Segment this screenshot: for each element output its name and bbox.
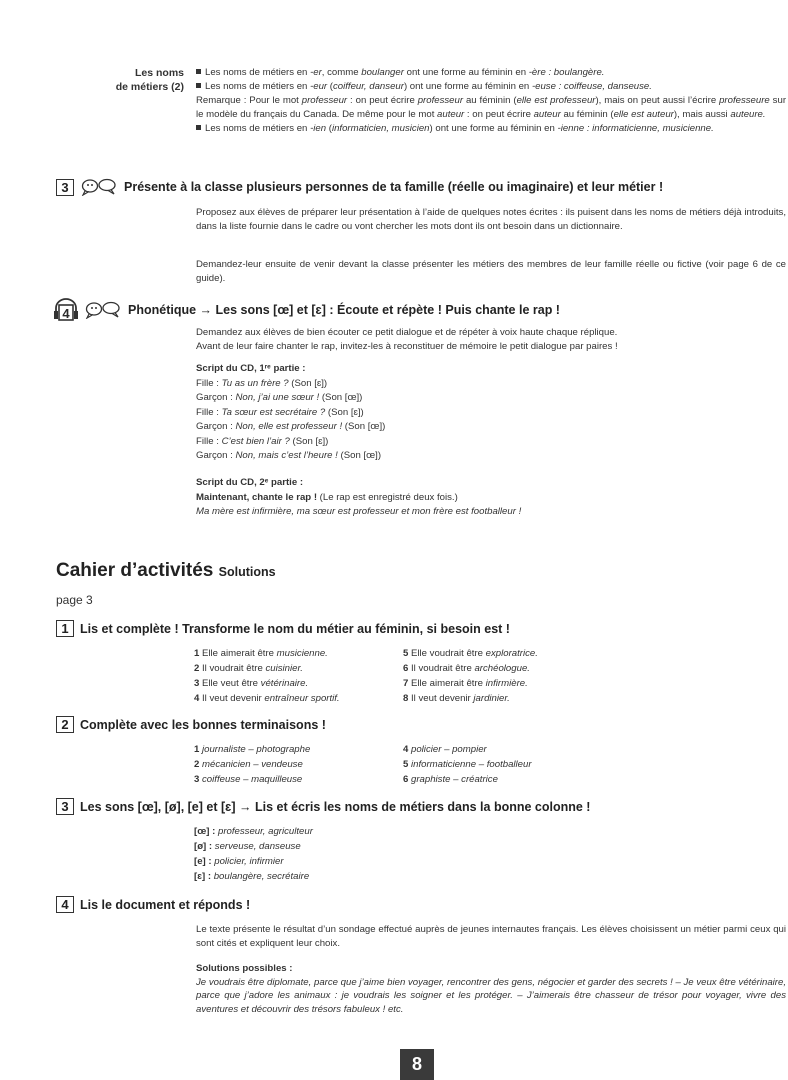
answer-item: [ø] : serveuse, danseuse (194, 841, 301, 852)
answers-right (403, 742, 532, 787)
sidebar-note-label: Les noms de métiers (2) (115, 67, 184, 93)
exercise-number: 3 (56, 798, 74, 815)
dialogue-line: Fille : Tu as un frère ? (Son [ɛ]) (196, 377, 328, 389)
exercise-title: Lis le document et réponds ! (80, 897, 251, 912)
exercise-number: 4 (56, 896, 74, 913)
sound-answers (194, 824, 313, 884)
section-3-heading (56, 178, 663, 196)
answer-item: 3 Elle veut être vétérinaire. (194, 678, 309, 689)
answer-item: [ɛ] : boulangère, secrétaire (194, 871, 310, 882)
answer-item: 2 Il voudrait être cuisinier. (194, 663, 303, 674)
dialogue-line: Fille : Ta sœur est secrétaire ? (Son [ɛ]) (196, 406, 364, 418)
exercise-number: 1 (56, 620, 74, 637)
answer-item: [e] : policier, infirmier (194, 856, 284, 867)
page-reference: page 3 (56, 593, 93, 607)
answers-right (403, 646, 538, 706)
rap-instruction: Maintenant, chante le rap ! (Le rap est enregistré deux fois.) (196, 491, 458, 503)
dialogue-line: Fille : C’est bien l’air ? (Son [ɛ]) (196, 435, 329, 447)
solutions-heading: Solutions possibles : (196, 963, 293, 974)
dialogue-line: Garçon : Non, mais c’est l’heure ! (Son [œ]) (196, 450, 382, 461)
answer-item: 4 Il veut devenir entraîneur sportif. (194, 693, 340, 704)
script-heading: Script du CD, 1ʳᵉ partie : (196, 363, 306, 374)
answer-item: 8 Il veut devenir jardinier. (403, 693, 510, 704)
paragraph: Le texte présente le résultat d’un sondage effectué auprès de jeunes internautes français. Les élèves choisissent un métier parmi ceux qui sont cités et expliquent leur choix. (196, 924, 786, 949)
exercise-title: Les sons [œ], [ø], [e] et [ɛ] → Lis et écris les noms de métiers dans la bonne colonne ! (80, 799, 591, 814)
script-heading: Script du CD, 2ᵉ partie : (196, 477, 304, 488)
section-number: 3 (56, 179, 74, 196)
speech-bubbles-icon (80, 178, 118, 196)
cahier-title: Cahier d’activités Solutions (56, 560, 276, 581)
answer-item: 5 informaticienne – footballeur (403, 759, 532, 770)
cd-script-part1 (196, 362, 385, 464)
answers-left (194, 742, 310, 787)
answers-left (194, 646, 340, 706)
answer-item: 4 policier – pompier (403, 744, 487, 755)
paragraph: Demandez aux élèves de bien écouter ce petit dialogue et de répéter à voix haute chaque réplique. Avant de leur faire chanter le rap, invitez-les à reconstituer de mémoire le petit dialogue par paires ! (196, 327, 618, 352)
section-title: Phonétique → Les sons [œ] et [ɛ] : Écoute et répète ! Puis chante le rap ! (128, 303, 560, 317)
exercise-title: Lis et complète ! Transforme le nom du métier au féminin, si besoin est ! (80, 621, 510, 636)
answer-item: 5 Elle voudrait être exploratrice. (403, 648, 538, 659)
paragraph: Demandez-leur ensuite de venir devant la classe présenter les métiers des membres de leur famille réelle ou fictive (voir page 6 de ce guide). (196, 259, 786, 284)
dialogue-line: Garçon : Non, j’ai une sœur ! (Son [œ]) (196, 392, 363, 403)
rule-er: Les noms de métiers en -er, comme boulanger ont une forme au féminin en -ère : boulangère. (196, 66, 786, 80)
sidebar-note-body (196, 66, 786, 136)
square-bullet-icon (196, 83, 201, 88)
answer-item: [œ] : professeur, agriculteur (194, 826, 313, 837)
answer-item: 7 Elle aimerait être infirmière. (403, 678, 528, 689)
section-4-heading (54, 299, 560, 321)
exercise-1-heading (56, 620, 510, 637)
page-number: 8 (400, 1049, 434, 1080)
answer-item: 6 Il voudrait être archéologue. (403, 663, 530, 674)
cd-script-part2 (196, 476, 521, 520)
exercise-3-heading (56, 798, 590, 815)
solutions-text: Je voudrais être diplomate, parce que j’aime bien voyager, rencontrer des gens, négocier et garder des secrets ! – Je veux être vétérinaire, parce que j’adore les animaux : je voudrais les soigner et les protéger. – J’aimerais être chasseur de trésor pour voyager, vivre des aventures et découvrir des trésors fabuleux ! etc. (196, 976, 786, 1015)
rule-eur: Les noms de métiers en -eur (coiffeur, danseur) ont une forme au féminin en -euse : coiffeuse, danseuse. (196, 80, 786, 94)
answer-item: 3 coiffeuse – maquilleuse (194, 774, 303, 785)
exercise-number: 2 (56, 716, 74, 733)
square-bullet-icon (196, 69, 201, 74)
cd-headphones-icon: 4 (54, 299, 78, 321)
answer-item: 2 mécanicien – vendeuse (194, 759, 303, 770)
section-title: Présente à la classe plusieurs personnes de ta famille (réelle ou imaginaire) et leur métier ! (124, 180, 664, 194)
paragraph: Proposez aux élèves de préparer leur présentation à l’aide de quelques notes écrites : ils puisent dans les noms de métiers déjà introduits, dans la liste fournie dans le cadre ou vont chercher les mots dont ils ont besoin dans un dictionnaire. (196, 207, 786, 232)
remark: Remarque : Pour le mot professeur : on peut écrire professeur au féminin (elle est professeur), mais on peut aussi l’écrire professeure sur le modèle du français du Canada. De même pour le mot auteur : on peut écrire auteur au féminin (elle est auteur), mais aussi auteure. (196, 95, 787, 120)
exercise-2-heading (56, 716, 326, 733)
speech-bubbles-icon (84, 301, 122, 319)
dialogue-line: Garçon : Non, elle est professeur ! (Son [œ]) (196, 421, 386, 432)
exercise-4-heading (56, 896, 250, 913)
rap-line: Ma mère est infirmière, ma sœur est professeur et mon frère est footballeur ! (196, 506, 522, 517)
square-bullet-icon (196, 125, 201, 130)
solutions-block (196, 962, 786, 1016)
answer-item: 1 Elle aimerait être musicienne. (194, 648, 328, 659)
answer-item: 6 graphiste – créatrice (403, 774, 498, 785)
exercise-title: Complète avec les bonnes terminaisons ! (80, 717, 326, 732)
rule-ien: Les noms de métiers en -ien (informaticien, musicien) ont une forme au féminin en -ienne : informaticienne, musicienne. (196, 122, 786, 136)
answer-item: 1 journaliste – photographe (194, 744, 311, 755)
